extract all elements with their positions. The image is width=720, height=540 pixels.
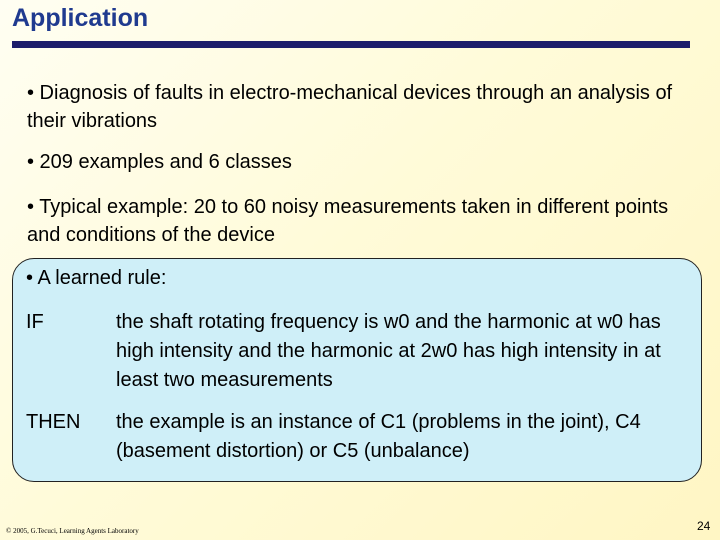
learned-rule-heading: • A learned rule:: [26, 267, 167, 289]
learned-rule-box: [12, 258, 702, 482]
page-number: 24: [697, 519, 711, 533]
copyright-footer: © 2005, G.Tecuci, Learning Agents Laboratory: [6, 527, 139, 535]
if-condition-text: the shaft rotating frequency is w0 and the harmonic at w0 has high intensity and the harmonic at 2w0 has high intensity in at least two measurements: [116, 311, 661, 391]
title-underline: [12, 41, 690, 48]
if-keyword: IF: [26, 311, 44, 333]
bullet-diagnosis: • Diagnosis of faults in electro-mechanical devices through an analysis of their vibrations: [27, 82, 673, 132]
slide-title: Application: [12, 4, 149, 32]
bullet-typical-example: • Typical example: 20 to 60 noisy measurements taken in different points and conditions of the device: [27, 196, 669, 246]
bullet-examples: • 209 examples and 6 classes: [27, 151, 292, 173]
then-keyword: THEN: [26, 411, 81, 433]
then-conclusion-text: the example is an instance of C1 (problems in the joint), C4 (basement distortion) or C5 (unbalance): [116, 411, 641, 462]
